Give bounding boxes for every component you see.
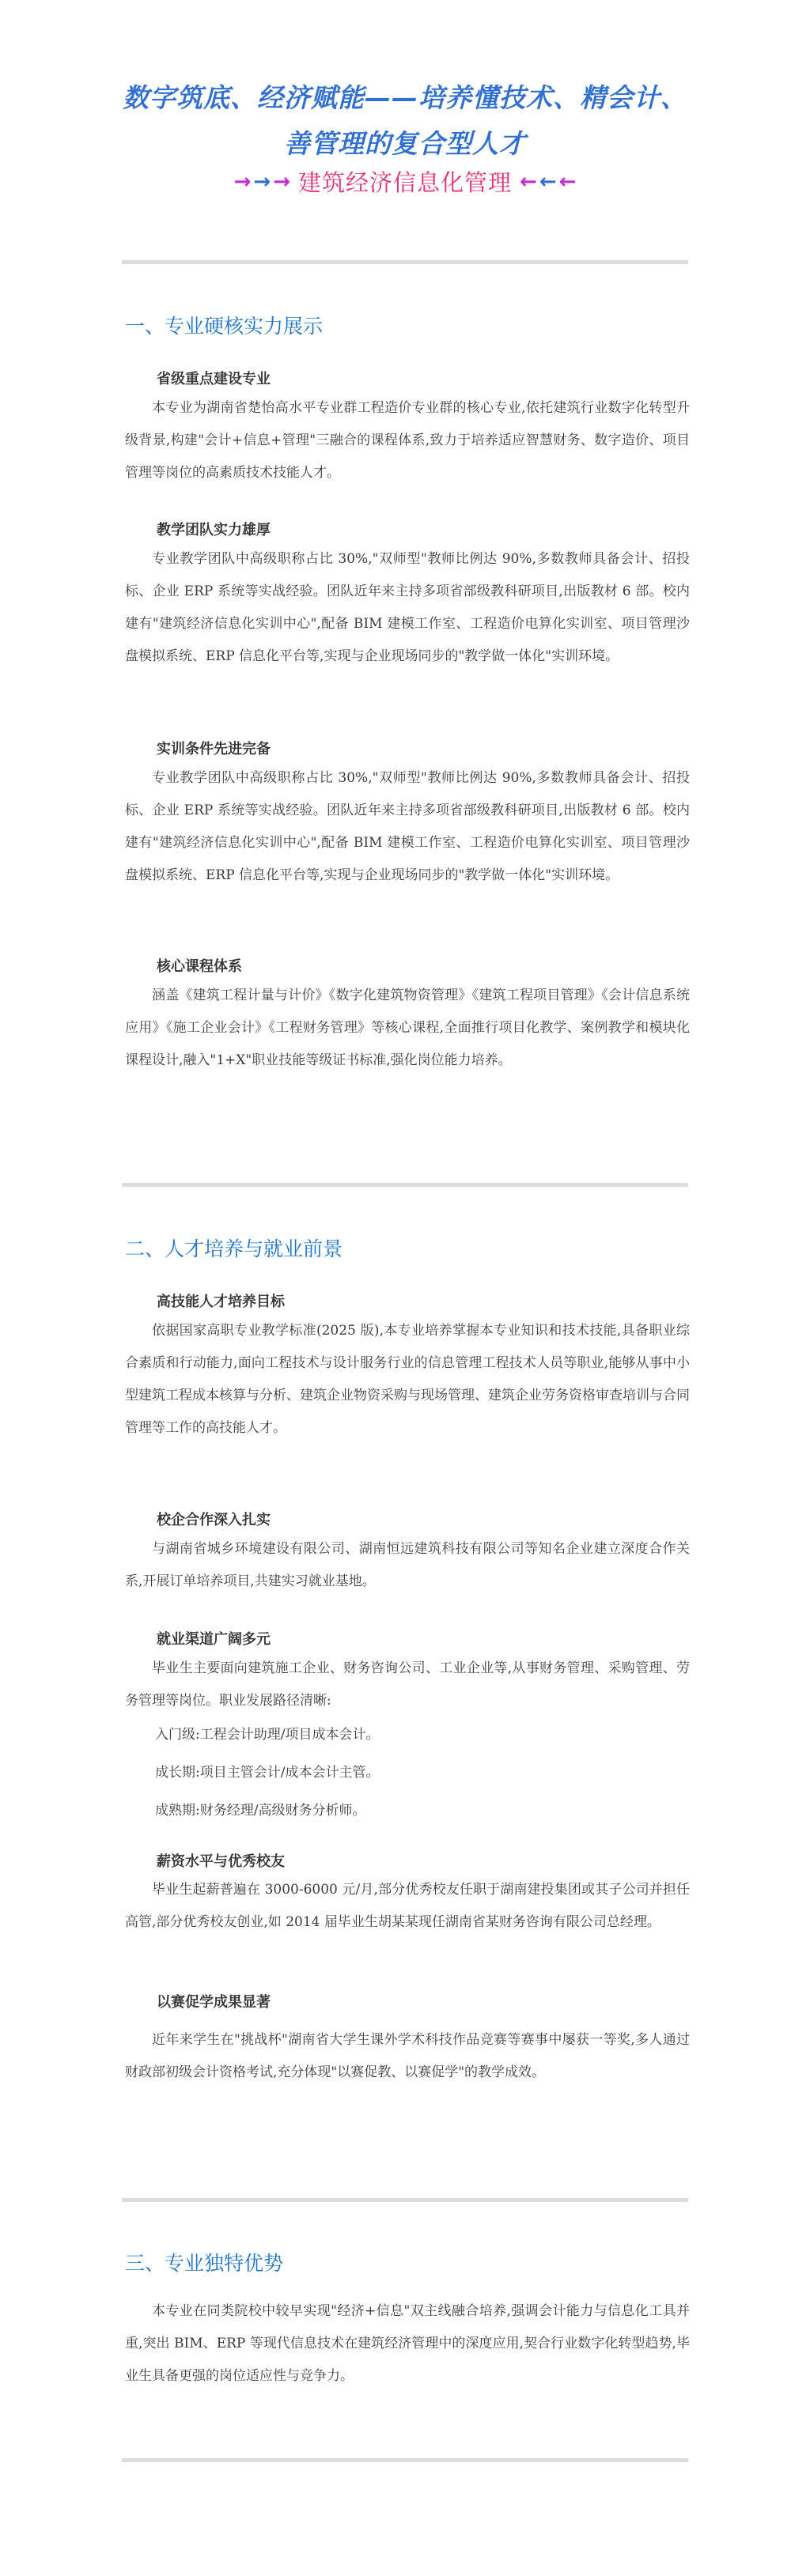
section-2-paragraph-2: 与湖南省城乡环境建设有限公司、湖南恒远建筑科技有限公司等知名企业建立深度合作关系,开展订单培养项目,共建实习就业基地。	[125, 1541, 690, 1589]
left-arrow-icon: ←	[520, 169, 537, 194]
section-2-subheading-3: 就业渠道广阔多元	[157, 1631, 271, 1648]
right-arrow-icon: →	[233, 169, 252, 194]
section-divider	[122, 2458, 688, 2462]
section-3-title: 三、专业独特优势	[125, 2252, 284, 2275]
section-divider	[122, 260, 688, 264]
section-3-paragraph-1: 本专业在同类院校中较早实现"经济+信息"双主线融合培养,强调会计能力与信息化工具并重,突出 BIM、ERP 等现代信息技术在建筑经济管理中的深度应用,契合行业数字化转型趋势,毕业生具备更强的岗位适应性与竞争力。	[125, 2303, 690, 2384]
page-subtitle: 建筑经济信息化管理	[297, 169, 512, 196]
left-arrows-decoration	[233, 169, 290, 194]
section-2-subheading-2: 校企合作深入扎实	[157, 1512, 271, 1528]
section-1-title: 一、专业硬核实力展示	[125, 315, 324, 338]
left-arrow-icon: ←	[558, 169, 577, 194]
page-title-line-2: 善管理的复合型人才	[284, 128, 526, 159]
right-arrow-icon: →	[273, 169, 290, 194]
subtitle-banner	[0, 165, 810, 198]
section-1-paragraph-4: 涵盖《建筑工程计量与计价》《数字化建筑物资管理》《建筑工程项目管理》《会计信息系统应用》《施工企业会计》《工程财务管理》等核心课程,全面推行项目化教学、案例教学和模块化课程设计,融入"1+X"职业技能等级证书标准,强化岗位能力培养。	[125, 988, 690, 1068]
section-2-subheading-1: 高技能人才培养目标	[157, 1294, 285, 1310]
left-arrow-icon: ←	[539, 169, 557, 194]
page-title-line-1: 数字筑底、经济赋能——培养懂技术、精会计、	[123, 82, 687, 113]
section-1-paragraph-3: 专业教学团队中高级职称占比 30%,"双师型"教师比例达 90%,多数教师具备会计、招投标、企业 ERP 系统等实战经验。团队近年来主持多项省部级教科研项目,出版教材 6 部。校内建有"建筑经济信息化实训中心",配备 BIM 建模工作室、工程造价电算化实训室、项目管理沙盘模拟系统、ERP 信息化平台等,实现与企业现场同步的"教学做一体化"实训环境。	[125, 770, 690, 883]
section-1-subheading-3: 实训条件先进完备	[157, 741, 271, 757]
section-2-paragraph-5: 近年来学生在"挑战杯"湖南省大学生课外学术科技作品竞赛等赛事中屡获一等奖,多人通过财政部初级会计资格考试,充分体现"以赛促教、以赛促学"的教学成效。	[125, 2032, 690, 2080]
section-1-subheading-2: 教学团队实力雄厚	[157, 522, 271, 538]
section-1-subheading-1: 省级重点建设专业	[157, 371, 271, 387]
right-arrows-decoration	[520, 169, 577, 194]
section-divider	[122, 2198, 688, 2202]
right-arrow-icon: →	[253, 169, 271, 194]
section-2-title: 二、人才培养与就业前景	[125, 1237, 343, 1260]
career-path-item: 成长期:项目主管会计/成本会计主管。	[155, 1765, 380, 1781]
section-2-subheading-4: 薪资水平与优秀校友	[157, 1853, 285, 1870]
section-1-paragraph-1: 本专业为湖南省楚怡高水平专业群工程造价专业群的核心专业,依托建筑行业数字化转型升级背景,构建"会计+信息+管理"三融合的课程体系,致力于培养适应智慧财务、数字造价、项目管理等岗位的高素质技术技能人才。	[125, 400, 690, 481]
section-2-subheading-5: 以赛促学成果显著	[157, 1994, 271, 2011]
section-2-paragraph-1: 依据国家高职专业教学标准(2025 版),本专业培养掌握本专业知识和技术技能,具备职业综合素质和行动能力,面向工程技术与设计服务行业的信息管理工程技术人员等职业,能够从事中小型建筑工程成本核算与分析、建筑企业物资采购与现场管理、建筑企业劳务资格审查培训与合同管理等工作的高技能人才。	[125, 1323, 690, 1436]
career-path-item: 入门级:工程会计助理/项目成本会计。	[155, 1727, 380, 1743]
section-2-paragraph-4: 毕业生起薪普遍在 3000-6000 元/月,部分优秀校友任职于湖南建投集团或其子公司并担任高管,部分优秀校友创业,如 2014 届毕业生胡某某现任湖南省某财务咨询有限公司总经理。	[125, 1882, 690, 1930]
section-1-subheading-4: 核心课程体系	[157, 958, 242, 975]
section-1-paragraph-2: 专业教学团队中高级职称占比 30%,"双师型"教师比例达 90%,多数教师具备会计、招投标、企业 ERP 系统等实战经验。团队近年来主持多项省部级教科研项目,出版教材 6 部。校内建有"建筑经济信息化实训中心",配备 BIM 建模工作室、工程造价电算化实训室、项目管理沙盘模拟系统、ERP 信息化平台等,实现与企业现场同步的"教学做一体化"实训环境。	[125, 551, 690, 664]
career-path-item: 成熟期:财务经理/高级财务分析师。	[155, 1803, 366, 1819]
section-2-paragraph-3: 毕业生主要面向建筑施工企业、财务咨询公司、工业企业等,从事财务管理、采购管理、劳务管理等岗位。职业发展路径清晰:	[125, 1660, 690, 1709]
section-divider	[122, 1183, 688, 1187]
